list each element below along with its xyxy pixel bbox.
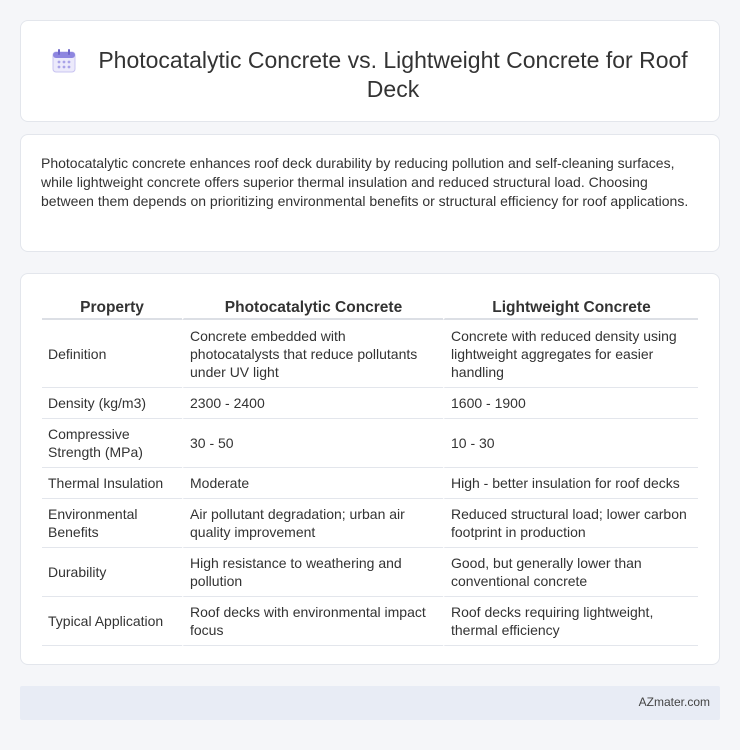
photocatalytic-cell: 30 - 50 — [182, 419, 443, 468]
table-row — [42, 388, 698, 419]
property-cell: Durability — [42, 548, 182, 597]
page-title: Photocatalytic Concrete vs. Lightweight Concrete for Roof Deck — [98, 47, 688, 102]
footer-brand: AZmater.com — [638, 695, 710, 709]
column-header-lightweight: Lightweight Concrete — [443, 294, 698, 320]
table-header-row — [42, 294, 698, 320]
property-cell: Thermal Insulation — [42, 468, 182, 499]
lightweight-cell: Good, but generally lower than conventional concrete — [443, 548, 698, 597]
comparison-table — [42, 294, 698, 646]
photocatalytic-cell: Moderate — [182, 468, 443, 499]
table-row — [42, 468, 698, 499]
lightweight-cell: 1600 - 1900 — [443, 388, 698, 419]
lightweight-cell: Concrete with reduced density using lightweight aggregates for easier handling — [443, 320, 698, 388]
footer-bar — [20, 686, 720, 720]
table-row — [42, 597, 698, 646]
photocatalytic-cell: High resistance to weathering and pollution — [182, 548, 443, 597]
property-cell: Density (kg/m3) — [42, 388, 182, 419]
title-card — [20, 20, 720, 122]
table-row — [42, 320, 698, 388]
property-cell: Environmental Benefits — [42, 499, 182, 548]
photocatalytic-cell: Roof decks with environmental impact focus — [182, 597, 443, 646]
photocatalytic-cell: 2300 - 2400 — [182, 388, 443, 419]
intro-card — [20, 134, 720, 252]
table-row — [42, 419, 698, 468]
property-cell: Compressive Strength (MPa) — [42, 419, 182, 468]
property-cell: Definition — [42, 320, 182, 388]
property-cell: Typical Application — [42, 597, 182, 646]
table-row — [42, 548, 698, 597]
lightweight-cell: High - better insulation for roof decks — [443, 468, 698, 499]
lightweight-cell: 10 - 30 — [443, 419, 698, 468]
intro-paragraph: Photocatalytic concrete enhances roof deck durability by reducing pollution and self-cleaning surfaces, while lightweight concrete offers superior thermal insulation and reduced structural load. Choosing between them depends on prioritizing environmental benefits or structural efficiency for roof applications. — [41, 155, 689, 209]
title-wrap — [21, 21, 719, 104]
lightweight-cell: Roof decks requiring lightweight, thermal efficiency — [443, 597, 698, 646]
calendar-icon — [51, 48, 77, 74]
table-row — [42, 499, 698, 548]
photocatalytic-cell: Air pollutant degradation; urban air quality improvement — [182, 499, 443, 548]
photocatalytic-cell: Concrete embedded with photocatalysts that reduce pollutants under UV light — [182, 320, 443, 388]
lightweight-cell: Reduced structural load; lower carbon footprint in production — [443, 499, 698, 548]
column-header-photocatalytic: Photocatalytic Concrete — [182, 294, 443, 320]
column-header-property: Property — [42, 294, 182, 320]
comparison-card — [20, 273, 720, 665]
